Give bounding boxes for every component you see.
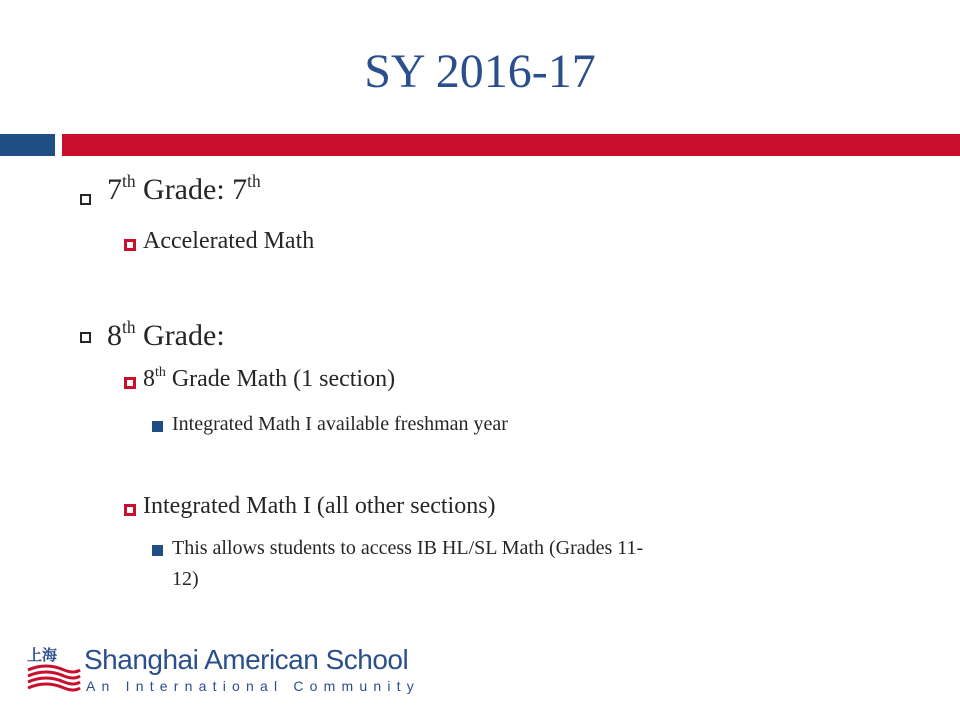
sub-bullet-freshman: Integrated Math I available freshman year (172, 413, 508, 435)
logo-tagline: An International Community (86, 678, 420, 694)
sub-bullet-ib-math: This allows students to access IB HL/SL Math (Grades 11- (172, 537, 644, 559)
open-square-bullet-icon (80, 194, 91, 205)
title-rule-navy (0, 134, 55, 156)
bullet-integrated-math: Integrated Math I (all other sections) (143, 493, 496, 519)
bullet-grade-7: 7th Grade: 7th (107, 171, 261, 206)
open-square-bullet-icon (80, 332, 91, 343)
flag-logo-icon (24, 640, 82, 696)
red-square-bullet-icon (124, 239, 136, 251)
bullet-grade-8-math: 8th Grade Math (1 section) (143, 365, 396, 392)
logo-chinese: 上海 (27, 646, 58, 664)
navy-square-bullet-icon (152, 421, 163, 432)
logo-school-name: Shanghai American School (84, 644, 409, 675)
slide-title: SY 2016-17 (364, 45, 596, 98)
navy-square-bullet-icon (152, 545, 163, 556)
bullet-accelerated-math: Accelerated Math (143, 228, 315, 254)
red-square-bullet-icon (124, 377, 136, 389)
title-rule-red (62, 134, 960, 156)
school-logo (24, 640, 424, 700)
red-square-bullet-icon (124, 504, 136, 516)
sub-bullet-ib-math-cont: 12) (172, 568, 199, 590)
bullet-grade-8: 8th Grade: (107, 317, 225, 352)
